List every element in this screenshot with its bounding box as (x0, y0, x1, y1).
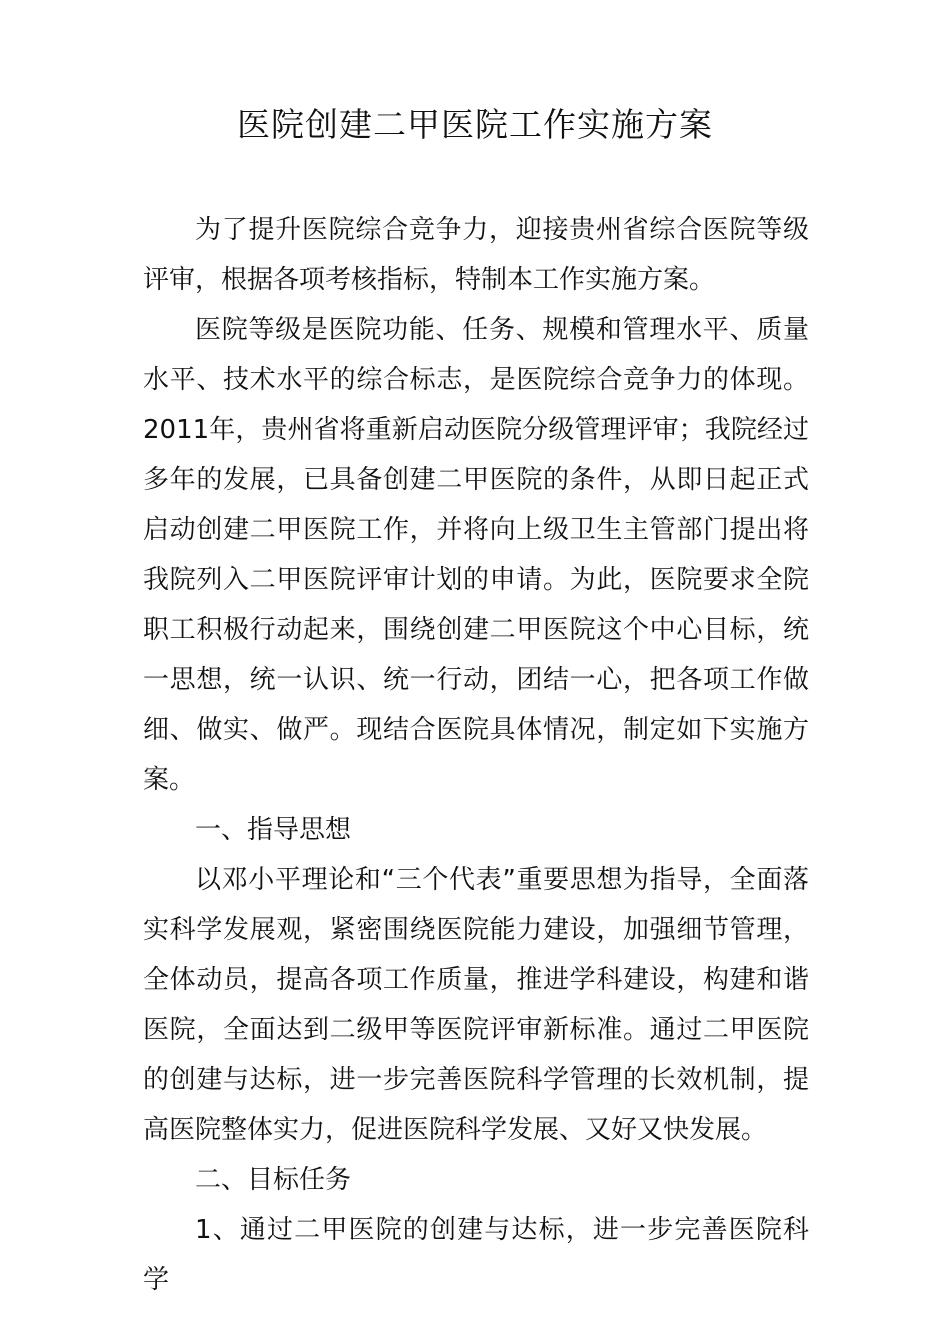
paragraph-guiding-ideology: 以邓小平理论和“三个代表”重要思想为指导，全面落实科学发展观，紧密围绕医院能力建设，加强细节管理，全体动员，提高各项工作质量，推进学科建设，构建和谐医院，全面达到二级甲等医院评审新标准。通过二甲医院的创建与达标，进一步完善医院科学管理的长效机制，提高医院整体实力，促进医院科学发展、又好又快发展。 (143, 865, 809, 1145)
paragraph-intro: 为了提升医院综合竞争力，迎接贵州省综合医院等级评审，根据各项考核指标，特制本工作实施方案。 (143, 215, 809, 295)
document-body (143, 205, 809, 1305)
section-heading-guiding-ideology: 一、指导思想 (195, 815, 352, 845)
paragraph-goal-1: 1、通过二甲医院的创建与达标，进一步完善医院科学 (143, 1215, 809, 1295)
document-title: 医院创建二甲医院工作实施方案 (237, 105, 713, 144)
paragraph-background: 医院等级是医院功能、任务、规模和管理水平、质量水平、技术水平的综合标志，是医院综合竞争力的体现。2011年，贵州省将重新启动医院分级管理评审；我院经过多年的发展，已具备创建二甲医院的条件，从即日起正式启动创建二甲医院工作，并将向上级卫生主管部门提出将我院列入二甲医院评审计划的申请。为此，医院要求全院职工积极行动起来，围绕创建二甲医院这个中心目标，统一思想，统一认识、统一行动，团结一心，把各项工作做细、做实、做严。现结合医院具体情况，制定如下实施方案。 (143, 315, 809, 795)
section-heading-goals-tasks: 二、目标任务 (195, 1165, 352, 1195)
